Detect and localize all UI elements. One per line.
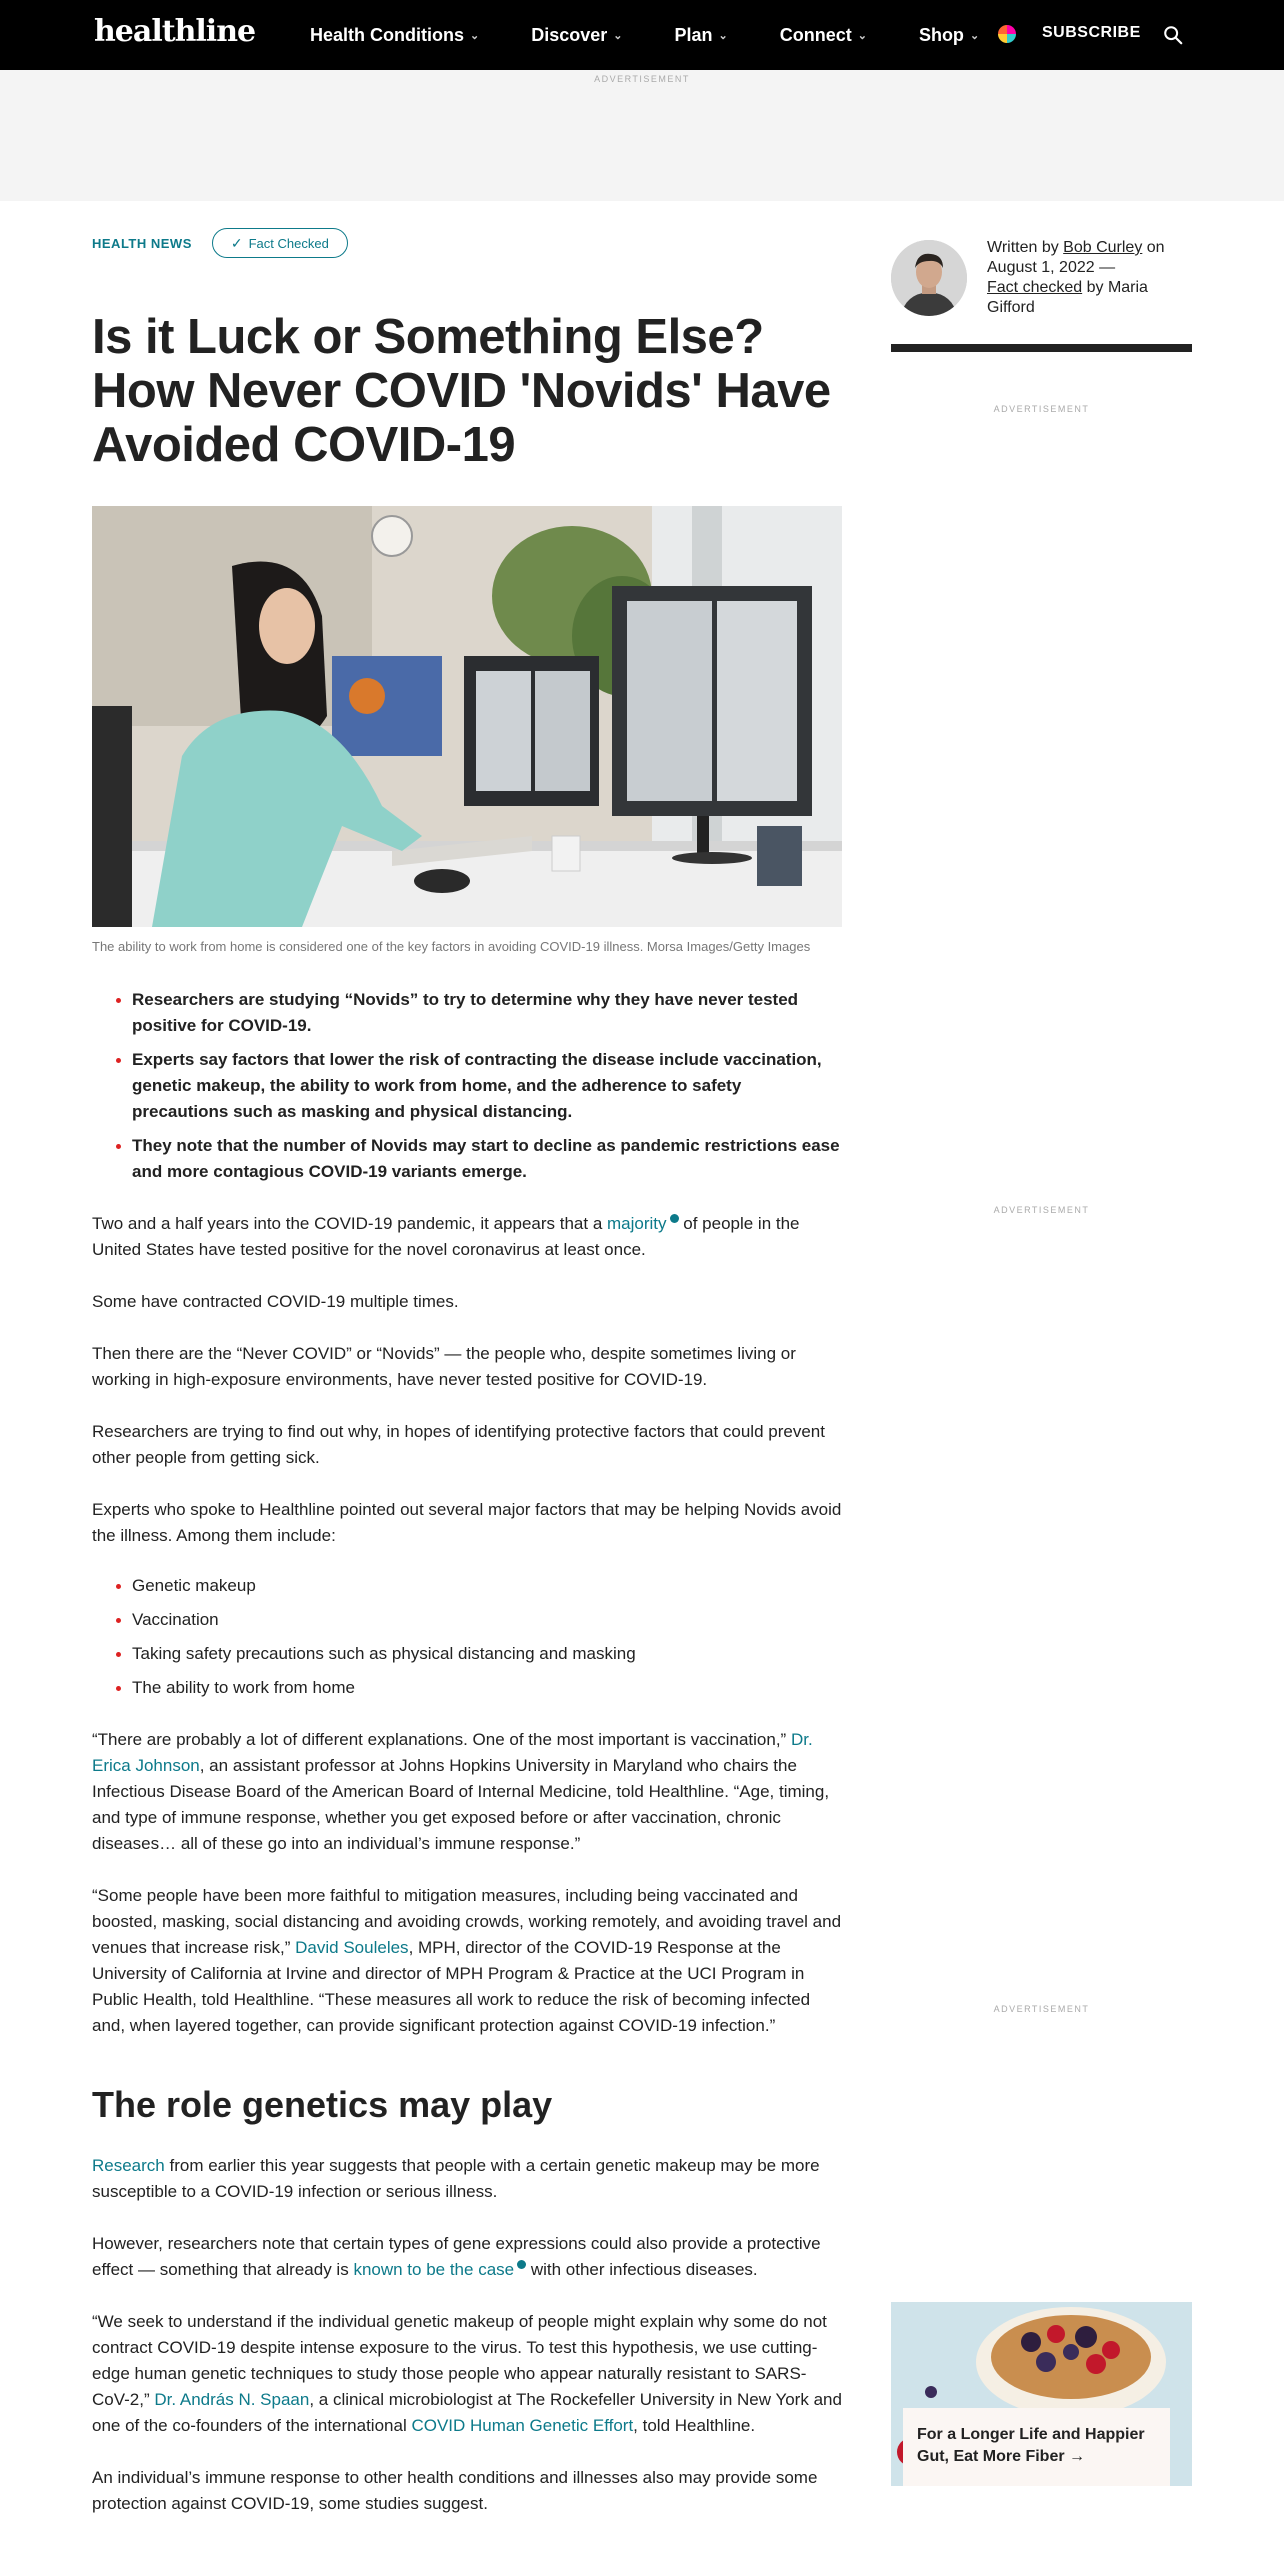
subscribe-button[interactable]: SUBSCRIBE (1042, 24, 1141, 41)
nav-item-label: Discover (531, 24, 608, 45)
external-link-icon (670, 1214, 679, 1223)
text: , a clinical microbiologist at The Rockefeller University in New York and one of the co-founders of the international (92, 2390, 842, 2435)
key-point: Researchers are studying “Novids” to try to determine why they have never tested positive for COVID-19. (92, 987, 842, 1039)
ad-label: ADVERTISEMENT (594, 74, 690, 84)
paragraph: Researchers are trying to find out why, in hopes of identifying protective factors that could prevent other people from getting sick. (92, 1422, 825, 1467)
ad-label: ADVERTISEMENT (993, 1205, 1090, 1215)
key-takeaways (92, 987, 842, 1185)
fact-checked-label: Fact Checked (248, 235, 329, 251)
nav-item-connect[interactable] (780, 25, 867, 46)
author-byline (891, 238, 1192, 352)
text: “Some people have been more faithful to mitigation measures, including being vaccinated and boosted, masking, social distancing and avoiding crowds, working remotely, and avoiding travel and venues that increase risk,” (92, 1886, 842, 1957)
chevron-down-icon: ⌄ (969, 29, 980, 42)
chevron-down-icon: ⌄ (718, 29, 728, 42)
category-link[interactable]: HEALTH NEWS (92, 235, 192, 251)
text: of people in the United States have tested positive for the novel coronavirus at least once. (92, 1214, 800, 1259)
text: on (1142, 239, 1165, 256)
list-item: Genetic makeup (92, 1573, 842, 1599)
text: with other infectious diseases. (526, 2260, 758, 2279)
key-point: Experts say factors that lower the risk of contracting the disease include vaccination, genetic makeup, the ability to work from home, and the adherence to safety precautions such as masking and physical distancing. (92, 1047, 842, 1125)
text: However, researchers note that certain types of gene expressions could also provide a protective effect — something that already is (92, 2234, 821, 2279)
fact-checked-link[interactable]: Fact checked (987, 279, 1083, 296)
text: from earlier this year suggests that people with a certain genetic makeup may be more susceptible to a COVID-19 infection or serious illness. (92, 2156, 820, 2201)
sidebar-ad-slot (891, 2004, 1192, 2014)
research-link[interactable]: Research (92, 2156, 165, 2175)
author-info (987, 238, 1192, 318)
image-caption: The ability to work from home is considered one of the key factors in avoiding COVID-19 illness. Morsa Images/Getty Images (92, 939, 811, 954)
ad-label: ADVERTISEMENT (993, 404, 1090, 414)
nav-item-label: Shop (918, 24, 964, 45)
ad-label: ADVERTISEMENT (993, 2004, 1090, 2014)
nav-item-shop[interactable] (919, 25, 979, 46)
erica-johnson-link[interactable]: Dr. Erica Johnson (92, 1730, 813, 1775)
text: Written by (987, 239, 1064, 256)
paragraph: Then there are the “Never COVID” or “Novids” — the people who, despite sometimes living or working in high-exposure environments, have never tested positive for COVID-19. (92, 1344, 796, 1389)
section-heading: The role genetics may play (92, 2084, 553, 2125)
list-item: Vaccination (92, 1607, 842, 1633)
article-title: Is it Luck or Something Else? How Never COVID 'Novids' Have Avoided COVID-19 (92, 310, 831, 472)
article (92, 228, 842, 2517)
nav-item-health-conditions[interactable] (310, 25, 479, 46)
text: , MPH, director of the COVID-19 Response at the University of California at Irvine and director of MPH Program & Practice at the UCI Program in Public Health, told Healthline. “These measures all work to reduce the risk of becoming infected and, when layered together, can provide significant protection against COVID-19 infection.” (92, 1938, 811, 2035)
woman-at-desk-photo (92, 506, 842, 927)
promo-card[interactable] (891, 2302, 1192, 2486)
chevron-down-icon: ⌄ (857, 29, 867, 42)
paragraph (92, 2153, 842, 2205)
paragraph (92, 1211, 842, 1263)
newsletter-icon[interactable] (998, 25, 1016, 43)
sidebar-ad-slot (891, 404, 1192, 414)
paragraph (92, 1727, 842, 1857)
paragraph (92, 2231, 842, 2283)
text: by Maria Gifford (987, 279, 1148, 316)
promo-caption[interactable] (903, 2408, 1170, 2486)
nav-item-label: Health Conditions (310, 24, 464, 45)
nav-menu (310, 0, 1031, 70)
text: , told Healthline. (633, 2416, 756, 2435)
nav-item-plan[interactable] (674, 25, 727, 46)
nav-item-label: Plan (674, 24, 713, 45)
text: “We seek to understand if the individual genetic makeup of people might explain why some do not contract COVID-19 despite intense exposure to the virus. To test this hypothesis, we use cutting-edge human genetic techniques to study those people who appear naturally resistant to SARS-CoV-2,” (92, 2312, 827, 2409)
text: Two and a half years into the COVID-19 pandemic, it appears that a (92, 1214, 608, 1233)
check-icon: ✓ (230, 234, 243, 251)
top-ad-slot (0, 70, 1284, 201)
paragraph: Experts who spoke to Healthline pointed out several major factors that may be helping Novids avoid the illness. Among them include: (92, 1500, 842, 1545)
chevron-down-icon: ⌄ (613, 29, 623, 42)
text: “There are probably a lot of different explanations. One of the most important is vaccination,” (92, 1730, 791, 1749)
paragraph (92, 1883, 842, 2039)
author-avatar[interactable] (891, 240, 967, 316)
search-icon[interactable] (1162, 24, 1184, 46)
article-tags (92, 228, 842, 258)
promo-title: For a Longer Life and Happier Gut, Eat More Fiber (917, 2426, 1145, 2465)
factors-list (92, 1573, 842, 1701)
chevron-down-icon: ⌄ (470, 29, 480, 42)
covid-genetic-effort-link[interactable]: COVID Human Genetic Effort (411, 2416, 634, 2435)
david-souleles-link[interactable]: David Souleles (295, 1938, 409, 1957)
paragraph (92, 2309, 842, 2439)
key-point: They note that the number of Novids may start to decline as pandemic restrictions ease and more contagious COVID-19 variants emerge. (92, 1133, 842, 1185)
author-link[interactable]: Bob Curley (1063, 239, 1143, 256)
list-item: The ability to work from home (92, 1675, 842, 1701)
majority-link[interactable]: majority (607, 1214, 667, 1233)
sidebar-ad-slot (891, 1205, 1192, 1215)
nav-item-label: Connect (779, 24, 852, 45)
top-navigation (0, 0, 1284, 70)
arrow-right-icon: → (1069, 2448, 1086, 2465)
known-to-be-the-case-link[interactable]: known to be the case (353, 2260, 515, 2279)
author-photo (891, 240, 967, 316)
paragraph: Some have contracted COVID-19 multiple times. (92, 1292, 459, 1311)
andras-spaan-link[interactable]: Dr. András N. Spaan (154, 2390, 310, 2409)
hero-image (92, 506, 842, 927)
text: , an assistant professor at Johns Hopkins University in Maryland who chairs the Infectious Disease Board of the American Board of Internal Medicine, told Healthline. “Age, timing, and type of immune response, whether you get exposed before or after vaccination, chronic diseases… all of these go into an individual’s immune response.” (92, 1756, 830, 1853)
external-link-icon (517, 2260, 526, 2269)
publish-date: August 1, 2022 — (987, 259, 1116, 276)
paragraph: An individual’s immune response to other health conditions and illnesses also may provide some protection against COVID-19, some studies suggest. (92, 2468, 818, 2513)
list-item: Taking safety precautions such as physical distancing and masking (92, 1641, 842, 1667)
fact-checked-badge[interactable] (212, 228, 348, 258)
healthline-logo[interactable]: healthline (94, 14, 256, 49)
nav-item-discover[interactable] (531, 25, 622, 46)
